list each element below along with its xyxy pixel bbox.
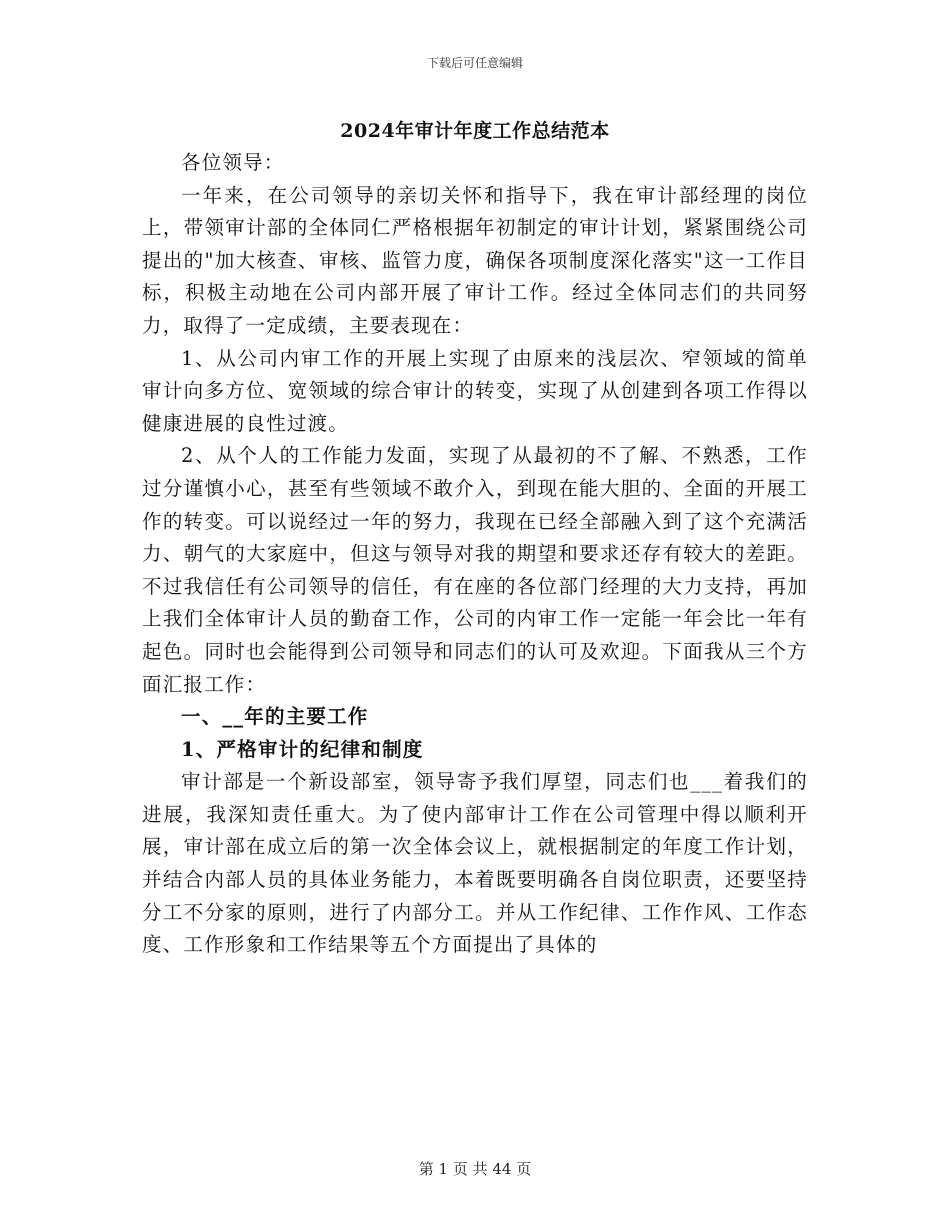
subsection-heading: 1、严格审计的纪律和制度: [181, 737, 424, 761]
intro-paragraph: 一年来，在公司领导的亲切关怀和指导下，我在审计部经理的岗位上，带领审计部的全体同仁严格根据年初制定的审计计划，紧紧围绕公司提出的"加大核查、审核、监管力度，确保各项制度深化落实"这一工作目标，积极主动地在公司内部开展了审计工作。经过全体同志们的共同努力，取得了一定成绩，主要表现在：: [142, 183, 808, 337]
subsection-paragraph: 审计部是一个新设部室，领导寄予我们厚望，同志们也___着我们的进展，我深知责任重大。为了使内部审计工作在公司管理中得以顺利开展，审计部在成立后的第一次全体会议上，就根据制定的年度工作计划，并结合内部人员的具体业务能力，本着既要明确各自岗位职责，还要坚持分工不分家的原则，进行了内部分工。并从工作纪律、工作作风、工作态度、工作形象和工作结果等五个方面提出了具体的: [142, 770, 808, 957]
document-title: 2024年审计年度工作总结范本: [340, 120, 610, 142]
header-note: 下载后可任意编辑: [426, 56, 523, 70]
page-footer: 第 1 页 共 44 页: [418, 1160, 532, 1178]
salutation-paragraph: 各位领导：: [181, 151, 285, 174]
point-2-paragraph: 2、从个人的工作能力发面，实现了从最初的不了解、不熟悉，工作过分谨慎小心，甚至有些领域不敢介入，到现在能大胆的、全面的开展工作的转变。可以说经过一年的努力，我现在已经全部融入到了这个充满活力、朝气的大家庭中，但这与领导对我的期望和要求还存有较大的差距。不过我信任有公司领导的信任，有在座的各位部门经理的大力支持，再加上我们全体审计人员的勤奋工作，公司的内审工作一定能一年会比一年有起色。同时也会能得到公司领导和同志们的认可及欢迎。下面我从三个方面汇报工作：: [142, 444, 808, 696]
point-1-paragraph: 1、从公司内审工作的开展上实现了由原来的浅层次、窄领域的简单审计向多方位、宽领域的综合审计的转变，实现了从创建到各项工作得以健康进展的良性过渡。: [142, 346, 808, 435]
document-body: [142, 147, 808, 962]
section-heading: 一、__年的主要工作: [181, 705, 369, 729]
